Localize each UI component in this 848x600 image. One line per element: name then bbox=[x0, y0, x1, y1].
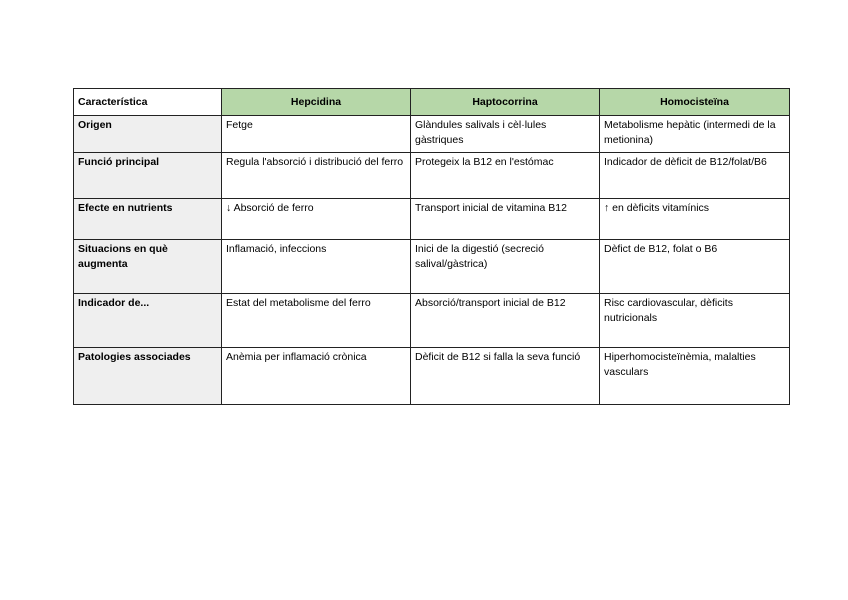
row-label: Efecte en nutrients bbox=[74, 199, 222, 240]
table-row bbox=[74, 116, 790, 153]
row-label: Patologies associades bbox=[74, 348, 222, 405]
comparison-table bbox=[73, 88, 790, 405]
table-cell: Estat del metabolisme del ferro bbox=[222, 294, 411, 348]
table-cell: Metabolisme hepàtic (intermedi de la metionina) bbox=[600, 116, 790, 153]
table-cell: Dèfict de B12, folat o B6 bbox=[600, 240, 790, 294]
table-cell: Dèficit de B12 si falla la seva funció bbox=[411, 348, 600, 405]
row-label: Indicador de... bbox=[74, 294, 222, 348]
table-cell: Inflamació, infeccions bbox=[222, 240, 411, 294]
table-cell: Anèmia per inflamació crònica bbox=[222, 348, 411, 405]
table-row bbox=[74, 240, 790, 294]
row-label: Origen bbox=[74, 116, 222, 153]
row-label: Funció principal bbox=[74, 153, 222, 199]
table-cell: Risc cardiovascular, dèficits nutricionals bbox=[600, 294, 790, 348]
table-cell: Fetge bbox=[222, 116, 411, 153]
table-row bbox=[74, 294, 790, 348]
table-cell: Regula l'absorció i distribució del ferro bbox=[222, 153, 411, 199]
header-hepcidina: Hepcidina bbox=[222, 89, 411, 116]
table-header-row bbox=[74, 89, 790, 116]
table-cell: Protegeix la B12 en l'estómac bbox=[411, 153, 600, 199]
table-row bbox=[74, 153, 790, 199]
table-row bbox=[74, 348, 790, 405]
table-cell: Hiperhomocisteïnèmia, malalties vasculars bbox=[600, 348, 790, 405]
table-cell: ↓ Absorció de ferro bbox=[222, 199, 411, 240]
table-cell: Transport inicial de vitamina B12 bbox=[411, 199, 600, 240]
table-cell: Glàndules salivals i cèl·lules gàstriques bbox=[411, 116, 600, 153]
header-homocisteina: Homocisteïna bbox=[600, 89, 790, 116]
table-row bbox=[74, 199, 790, 240]
table-cell: ↑ en dèficits vitamínics bbox=[600, 199, 790, 240]
header-haptocorrina: Haptocorrina bbox=[411, 89, 600, 116]
table-cell: Absorció/transport inicial de B12 bbox=[411, 294, 600, 348]
table-cell: Indicador de dèficit de B12/folat/B6 bbox=[600, 153, 790, 199]
header-caracteristica: Característica bbox=[74, 89, 222, 116]
row-label: Situacions en què augmenta bbox=[74, 240, 222, 294]
table-cell: Inici de la digestió (secreció salival/gàstrica) bbox=[411, 240, 600, 294]
